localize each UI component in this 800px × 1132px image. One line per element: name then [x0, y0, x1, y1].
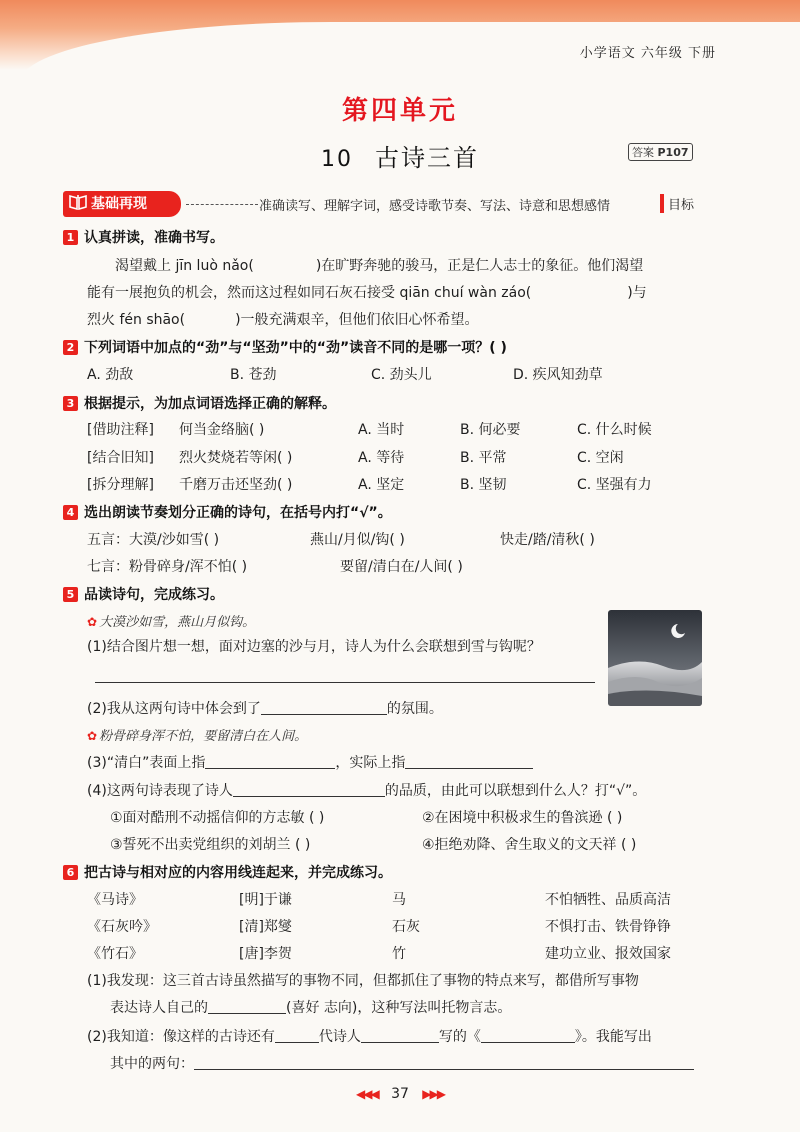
q2-option-c[interactable]: C. 劲头儿: [371, 367, 432, 383]
q1-title: [63, 227, 224, 247]
q5-choice-1[interactable]: ①面对酷刑不动摇信仰的方志敏 ( ): [110, 810, 325, 826]
q5-s2-a: (2)我从这两句诗中体会到了: [87, 701, 261, 717]
q3-row3-c[interactable]: C. 坚强有力: [577, 477, 652, 493]
blank-dynasty[interactable]: [275, 1028, 319, 1043]
unit-title: 第四单元: [341, 96, 458, 126]
q6-object-3[interactable]: 竹: [392, 946, 406, 962]
q3-title: [63, 393, 336, 413]
q5-number: 5: [63, 587, 78, 602]
q4-row2-item1[interactable]: 七言：粉骨碎身/浑不怕( ): [87, 559, 248, 575]
blank-poem-title[interactable]: [481, 1028, 575, 1043]
blank-poet[interactable]: [361, 1028, 439, 1043]
goal-tag: 目标: [660, 194, 694, 213]
q1-line2: [87, 282, 647, 302]
q6-p2-d: 》。我能写出: [574, 1029, 652, 1045]
blank-two-lines[interactable]: [194, 1055, 694, 1070]
q5-text: 品读诗句，完成练习。: [84, 587, 224, 603]
q2-option-b[interactable]: B. 苍劲: [230, 367, 277, 383]
q2-option-d[interactable]: D. 疾风知劲草: [513, 367, 603, 383]
q1-text: 认真拼读，准确书写。: [84, 230, 224, 246]
q6-p2-a: (2)我知道：像这样的古诗还有: [87, 1029, 275, 1045]
blank-quality[interactable]: [233, 782, 385, 797]
q1-line3-b: )一般充满艰辛，但他们依旧心怀希望。: [235, 312, 479, 328]
blank-preference[interactable]: [208, 999, 286, 1014]
section-banner: 基础再现: [63, 191, 181, 217]
q1-line1-a: 渴望戴上 jīn luò nǎo(: [115, 258, 254, 274]
q3-row1-hint: [借助注释]: [87, 422, 154, 438]
q3-row3-phrase[interactable]: 千磨万击还坚劲( ): [179, 477, 293, 493]
q3-row1-phrase[interactable]: 何当金络脑( ): [179, 422, 265, 438]
q2-text: 下列词语中加点的“劲”与“坚劲”中的“劲”读音不同的是哪一项？( ): [84, 340, 507, 356]
q3-row2-a[interactable]: A. 等待: [358, 450, 405, 466]
q6-poet-2[interactable]: [清]郑燮: [239, 919, 292, 935]
blank-actual-meaning[interactable]: [405, 754, 533, 769]
course-label: 小学语文 六年级 下册: [579, 46, 716, 61]
q5-poem2: [87, 725, 307, 744]
q6-p2-c: 写的《: [438, 1029, 481, 1045]
q6-meaning-3[interactable]: 建功立业、报效国家: [545, 946, 671, 962]
lesson-number: 10: [321, 147, 353, 172]
blank-atmosphere[interactable]: [261, 700, 387, 715]
q4-row1-item2[interactable]: 燕山/月似/钩( ): [310, 532, 405, 548]
q6-poem-1[interactable]: 《马诗》: [87, 892, 143, 908]
q5-s2-b: 的氛围。: [386, 701, 443, 717]
q5-poem1: [87, 611, 255, 630]
q5-choice-2[interactable]: ②在困境中积极求生的鲁滨逊 ( ): [422, 810, 623, 826]
q1-line2-b: )与: [627, 285, 647, 301]
flower-icon: ✿: [87, 615, 98, 629]
q3-text: 根据提示，为加点词语选择正确的解释。: [84, 396, 336, 412]
q5-poem2-text: 粉骨碎身浑不怕，要留清白在人间。: [99, 729, 308, 744]
q6-poet-3[interactable]: [唐]李贺: [239, 946, 292, 962]
q3-row1-b[interactable]: B. 何必要: [460, 422, 521, 438]
q3-row2-c[interactable]: C. 空闲: [577, 450, 624, 466]
q3-row3-hint: [拆分理解]: [87, 477, 154, 493]
q4-row2-item2[interactable]: 要留/清白在/人间( ): [340, 559, 463, 575]
q6-title: [63, 862, 392, 882]
q3-row3-a[interactable]: A. 坚定: [358, 477, 405, 493]
book-icon: [68, 194, 88, 214]
q1-line1: [115, 255, 643, 275]
q2-number: 2: [63, 340, 78, 355]
q3-row2-b[interactable]: B. 平常: [460, 450, 507, 466]
q5-s3-b: ，实际上指: [335, 755, 406, 771]
q3-number: 3: [63, 396, 78, 411]
flower-icon: ✿: [87, 729, 98, 743]
q1-line1-b: )在旷野奔驰的骏马，正是仁人志士的象征。他们渴望: [315, 258, 644, 274]
q6-text: 把古诗与相对应的内容用线连起来，并完成练习。: [84, 865, 392, 881]
q6-p2-line2: [110, 1053, 694, 1073]
q4-text: 选出朗读节奏划分正确的诗句，在括号内打“√”。: [84, 505, 392, 521]
q5-s1: (1)结合图片想一想，面对边塞的沙与月，诗人为什么会联想到雪与钩呢？: [87, 639, 541, 655]
desert-moon-image: [608, 610, 702, 706]
right-arrows-icon: ▶▶▶: [422, 1087, 444, 1101]
q1-line3-a: 烈火 fén shāo(: [87, 312, 186, 328]
q6-p1-c: (喜好 志向)，这种写法叫托物言志。: [286, 1000, 512, 1016]
q6-poet-1[interactable]: [明]于谦: [239, 892, 292, 908]
q3-row2-phrase[interactable]: 烈火焚烧若等闲( ): [179, 450, 293, 466]
q6-p1-line2: [110, 997, 511, 1017]
q6-p2-b: 代诗人: [318, 1029, 361, 1045]
blank-surface-meaning[interactable]: [205, 754, 335, 769]
q5-s1-answer-line[interactable]: [95, 681, 595, 683]
q6-p2-e: 其中的两句：: [110, 1056, 194, 1072]
q6-p1-line1: (1)我发现：这三首古诗虽然描写的事物不同，但都抓住了事物的特点来写，都借所写事物: [87, 973, 639, 989]
q1-line2-a: 能有一展抱负的机会，然而这过程如同石灰石接受 qiān chuí wàn záo(: [87, 285, 532, 301]
dashed-leader: [186, 204, 258, 205]
q6-poem-3[interactable]: 《竹石》: [87, 946, 143, 962]
q6-poem-2[interactable]: 《石灰吟》: [87, 919, 157, 935]
page-footer: [0, 1086, 800, 1102]
q5-s3-a: (3)“清白”表面上指: [87, 755, 206, 771]
q5-s4: [87, 780, 646, 800]
answer-page: P107: [657, 146, 689, 159]
page-number: 37: [391, 1086, 409, 1102]
q3-row1-a[interactable]: A. 当时: [358, 422, 405, 438]
q5-choice-3[interactable]: ③誓死不出卖党组织的刘胡兰 ( ): [110, 837, 311, 853]
q6-p2-line1: [87, 1026, 652, 1046]
lesson-name: 古诗三首: [375, 144, 479, 172]
q5-s3: [87, 752, 533, 772]
q6-p1-b: 表达诗人自己的: [110, 1000, 208, 1016]
q4-row1-item1[interactable]: 五言：大漠/沙如雪( ): [87, 532, 220, 548]
q6-object-2[interactable]: 石灰: [392, 919, 420, 935]
q5-s2: [87, 698, 443, 718]
left-arrows-icon: ◀◀◀: [356, 1087, 378, 1101]
q2-option-a[interactable]: A. 劲敌: [87, 367, 134, 383]
answer-reference: [628, 143, 693, 161]
q6-meaning-1[interactable]: 不怕牺牲、品质高洁: [545, 892, 671, 908]
q2-title: [63, 337, 507, 357]
q6-meaning-2[interactable]: 不惧打击、铁骨铮铮: [545, 919, 671, 935]
q5-choice-4[interactable]: ④拒绝劝降、舍生取义的文天祥 ( ): [422, 837, 637, 853]
q4-row1-item3[interactable]: 快走/踏/清秋( ): [500, 532, 595, 548]
q3-row2-hint: [结合旧知]: [87, 450, 154, 466]
answer-label: 答案: [632, 146, 654, 159]
q6-object-1[interactable]: 马: [392, 892, 406, 908]
q5-title: [63, 584, 224, 604]
q6-number: 6: [63, 865, 78, 880]
q4-number: 4: [63, 505, 78, 520]
q4-title: [63, 502, 392, 522]
q5-s4-a: (4)这两句诗表现了诗人: [87, 783, 233, 799]
q5-s4-b: 的品质，由此可以联想到什么人？打“√”。: [384, 783, 647, 799]
q3-row3-b[interactable]: B. 坚韧: [460, 477, 507, 493]
q1-line3: [87, 309, 479, 329]
q1-number: 1: [63, 230, 78, 245]
q5-poem1-text: 大漠沙如雪，燕山月似钩。: [99, 615, 256, 630]
section-goal: 准确读写、理解字词，感受诗歌节奏、写法、诗意和思想感情: [259, 199, 611, 214]
q3-row1-c[interactable]: C. 什么时候: [577, 422, 652, 438]
